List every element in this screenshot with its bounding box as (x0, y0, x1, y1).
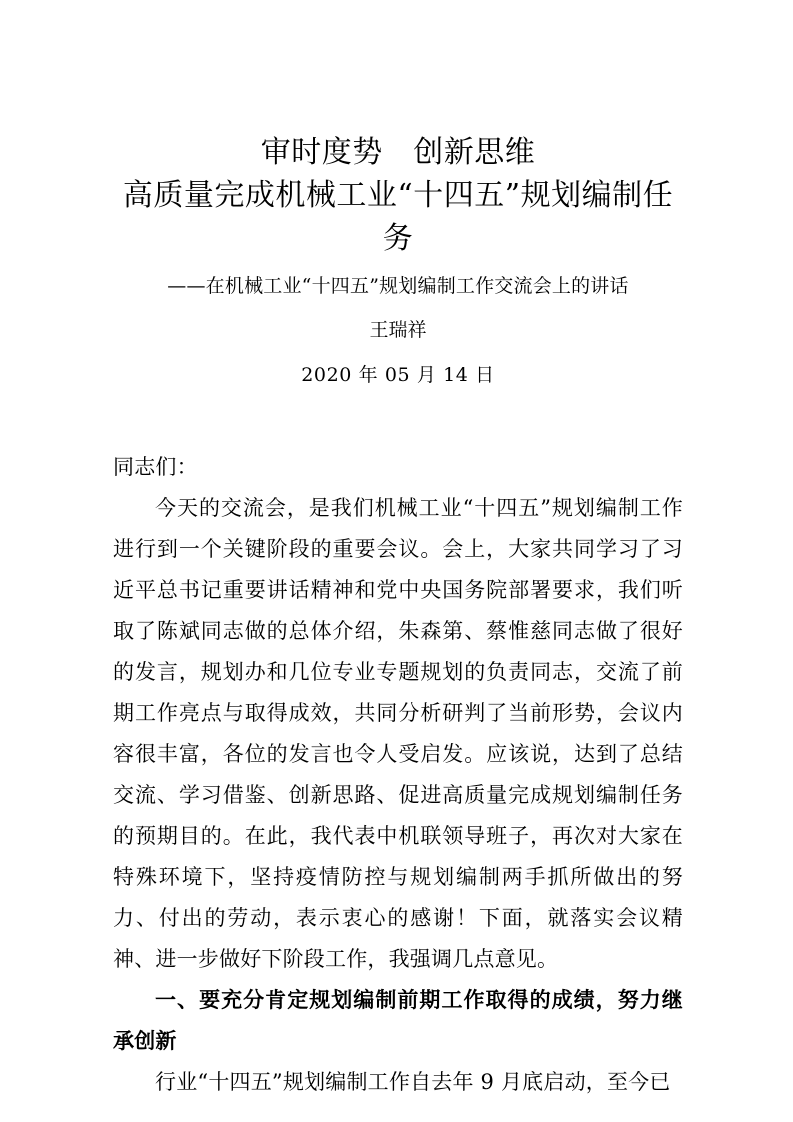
document-title-line-1: 审时度势 创新思维 (260, 135, 536, 170)
document-date: 2020 年 05 月 14 日 (301, 364, 495, 386)
document-title-line-2: 高质量完成机械工业“十四五”规划编制任务 (122, 178, 674, 256)
section-heading-1: 一、要充分肯定规划编制前期工作取得的成绩，努力继承创新 (113, 988, 683, 1053)
document-author: 王瑞祥 (369, 319, 427, 341)
paragraph-1: 今天的交流会，是我们机械工业“十四五”规划编制工作进行到一个关键阶段的重要会议。会上，大家共同学习了习近平总书记重要讲话精神和党中央国务院部署要求，我们听取了陈斌同志做的总体介绍，朱森第、蔡惟慈同志做了很好的发言，规划办和几位专业专题规划的负责同志，交流了前期工作亮点与取得成效，共同分析研判了当前形势，会议内容很丰富，各位的发言也令人受启发。应该说，达到了总结交流、学习借鉴、创新思路、促进高质量完成规划编制任务的预期目的。在此，我代表中机联领导班子，再次对大家在特殊环境下，坚持疫情防控与规划编制两手抓所做出的努力、付出的劳动，表示衷心的感谢！下面，就落实会议精神、进一步做好下阶段工作，我强调几点意见。 (113, 496, 683, 971)
document-subtitle: ——在机械工业“十四五”规划编制工作交流会上的讲话 (167, 275, 629, 297)
paragraph-2: 行业“十四五”规划编制工作自去年 9 月底启动，至今已 (155, 1070, 671, 1094)
document-title (113, 0, 683, 260)
document-body (113, 390, 683, 1103)
document-content (113, 0, 683, 1103)
salutation: 同志们： (113, 455, 198, 479)
